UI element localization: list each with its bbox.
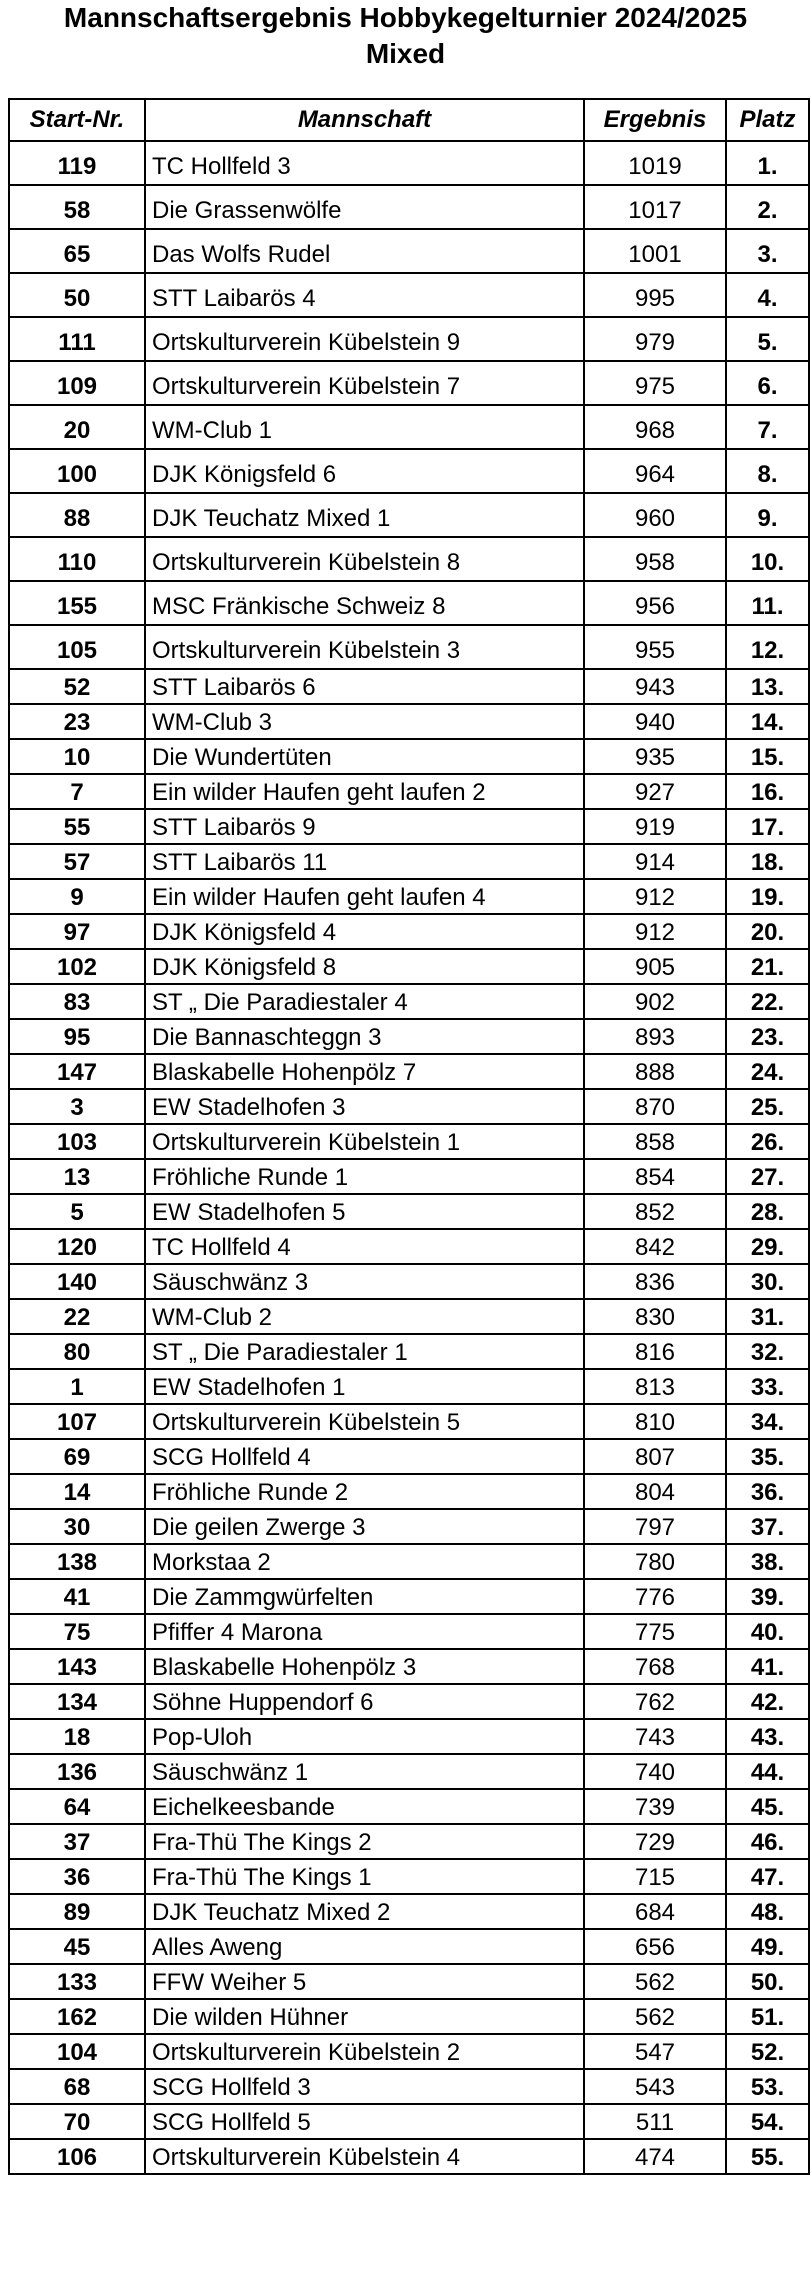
team-cell: Pop-Uloh	[145, 1719, 584, 1754]
team-cell: EW Stadelhofen 1	[145, 1369, 584, 1404]
table-row	[9, 669, 809, 704]
score-cell: 830	[584, 1299, 726, 1334]
start-cell: 5	[9, 1194, 145, 1229]
table-row	[9, 1369, 809, 1404]
start-cell: 7	[9, 774, 145, 809]
team-cell: STT Laibarös 4	[145, 273, 584, 317]
score-cell: 888	[584, 1054, 726, 1089]
table-row	[9, 1964, 809, 1999]
score-cell: 958	[584, 537, 726, 581]
table-row	[9, 774, 809, 809]
team-cell: ST „ Die Paradiestaler 1	[145, 1334, 584, 1369]
table-row	[9, 1684, 809, 1719]
table-row	[9, 1999, 809, 2034]
start-cell: 45	[9, 1929, 145, 1964]
table-row	[9, 1719, 809, 1754]
team-cell: TC Hollfeld 3	[145, 141, 584, 185]
start-cell: 3	[9, 1089, 145, 1124]
score-cell: 935	[584, 739, 726, 774]
start-cell: 55	[9, 809, 145, 844]
header-team: Mannschaft	[145, 99, 584, 141]
table-row	[9, 2034, 809, 2069]
score-cell: 684	[584, 1894, 726, 1929]
score-cell: 762	[584, 1684, 726, 1719]
table-row	[9, 1614, 809, 1649]
score-cell: 995	[584, 273, 726, 317]
score-cell: 919	[584, 809, 726, 844]
table-row	[9, 1194, 809, 1229]
start-cell: 143	[9, 1649, 145, 1684]
rank-cell: 9.	[726, 493, 809, 537]
rank-cell: 19.	[726, 879, 809, 914]
rank-cell: 40.	[726, 1614, 809, 1649]
score-cell: 743	[584, 1719, 726, 1754]
rank-cell: 33.	[726, 1369, 809, 1404]
start-cell: 111	[9, 317, 145, 361]
team-cell: DJK Teuchatz Mixed 1	[145, 493, 584, 537]
rank-cell: 12.	[726, 625, 809, 669]
start-cell: 162	[9, 1999, 145, 2034]
title-line-2: Mixed	[365, 38, 446, 69]
rank-cell: 16.	[726, 774, 809, 809]
rank-cell: 10.	[726, 537, 809, 581]
rank-cell: 41.	[726, 1649, 809, 1684]
team-cell: STT Laibarös 9	[145, 809, 584, 844]
start-cell: 14	[9, 1474, 145, 1509]
score-cell: 927	[584, 774, 726, 809]
team-cell: Ortskulturverein Kübelstein 2	[145, 2034, 584, 2069]
start-cell: 75	[9, 1614, 145, 1649]
start-cell: 65	[9, 229, 145, 273]
rank-cell: 44.	[726, 1754, 809, 1789]
rank-cell: 21.	[726, 949, 809, 984]
table-row	[9, 844, 809, 879]
start-cell: 13	[9, 1159, 145, 1194]
team-cell: Die Bannaschteggn 3	[145, 1019, 584, 1054]
team-cell: SCG Hollfeld 3	[145, 2069, 584, 2104]
team-cell: SCG Hollfeld 5	[145, 2104, 584, 2139]
score-cell: 740	[584, 1754, 726, 1789]
score-cell: 854	[584, 1159, 726, 1194]
score-cell: 852	[584, 1194, 726, 1229]
header-rank: Platz	[726, 99, 809, 141]
start-cell: 36	[9, 1859, 145, 1894]
start-cell: 120	[9, 1229, 145, 1264]
start-cell: 155	[9, 581, 145, 625]
score-cell: 912	[584, 879, 726, 914]
rank-cell: 29.	[726, 1229, 809, 1264]
table-row	[9, 1439, 809, 1474]
table-row	[9, 185, 809, 229]
team-cell: SCG Hollfeld 4	[145, 1439, 584, 1474]
start-cell: 58	[9, 185, 145, 229]
score-cell: 842	[584, 1229, 726, 1264]
team-cell: Ortskulturverein Kübelstein 9	[145, 317, 584, 361]
start-cell: 52	[9, 669, 145, 704]
rank-cell: 35.	[726, 1439, 809, 1474]
rank-cell: 36.	[726, 1474, 809, 1509]
score-cell: 562	[584, 1999, 726, 2034]
table-row	[9, 949, 809, 984]
table-row	[9, 493, 809, 537]
team-cell: Die Grassenwölfe	[145, 185, 584, 229]
score-cell: 776	[584, 1579, 726, 1614]
rank-cell: 22.	[726, 984, 809, 1019]
table-row	[9, 739, 809, 774]
table-row	[9, 537, 809, 581]
start-cell: 133	[9, 1964, 145, 1999]
table-row	[9, 984, 809, 1019]
score-cell: 775	[584, 1614, 726, 1649]
team-cell: Ortskulturverein Kübelstein 1	[145, 1124, 584, 1159]
start-cell: 57	[9, 844, 145, 879]
rank-cell: 15.	[726, 739, 809, 774]
table-row	[9, 1824, 809, 1859]
start-cell: 88	[9, 493, 145, 537]
team-cell: Die wilden Hühner	[145, 1999, 584, 2034]
team-cell: Ortskulturverein Kübelstein 8	[145, 537, 584, 581]
start-cell: 100	[9, 449, 145, 493]
table-row	[9, 1929, 809, 1964]
rank-cell: 4.	[726, 273, 809, 317]
table-row	[9, 405, 809, 449]
team-cell: Blaskabelle Hohenpölz 3	[145, 1649, 584, 1684]
start-cell: 23	[9, 704, 145, 739]
rank-cell: 27.	[726, 1159, 809, 1194]
rank-cell: 51.	[726, 1999, 809, 2034]
table-row	[9, 914, 809, 949]
team-cell: Ortskulturverein Kübelstein 3	[145, 625, 584, 669]
table-row	[9, 1509, 809, 1544]
start-cell: 37	[9, 1824, 145, 1859]
table-row	[9, 1404, 809, 1439]
score-cell: 964	[584, 449, 726, 493]
start-cell: 95	[9, 1019, 145, 1054]
table-row	[9, 317, 809, 361]
score-cell: 739	[584, 1789, 726, 1824]
table-row	[9, 1649, 809, 1684]
start-cell: 104	[9, 2034, 145, 2069]
start-cell: 105	[9, 625, 145, 669]
table-row	[9, 1229, 809, 1264]
score-cell: 804	[584, 1474, 726, 1509]
team-cell: Ein wilder Haufen geht laufen 2	[145, 774, 584, 809]
score-cell: 960	[584, 493, 726, 537]
team-cell: EW Stadelhofen 5	[145, 1194, 584, 1229]
rank-cell: 30.	[726, 1264, 809, 1299]
score-cell: 1019	[584, 141, 726, 185]
rank-cell: 43.	[726, 1719, 809, 1754]
rank-cell: 18.	[726, 844, 809, 879]
team-cell: DJK Teuchatz Mixed 2	[145, 1894, 584, 1929]
rank-cell: 7.	[726, 405, 809, 449]
rank-cell: 31.	[726, 1299, 809, 1334]
start-cell: 20	[9, 405, 145, 449]
score-cell: 979	[584, 317, 726, 361]
rank-cell: 20.	[726, 914, 809, 949]
table-row	[9, 1474, 809, 1509]
table-row	[9, 1579, 809, 1614]
team-cell: FFW Weiher 5	[145, 1964, 584, 1999]
start-cell: 30	[9, 1509, 145, 1544]
table-row	[9, 2104, 809, 2139]
rank-cell: 34.	[726, 1404, 809, 1439]
start-cell: 138	[9, 1544, 145, 1579]
table-row	[9, 1334, 809, 1369]
start-cell: 70	[9, 2104, 145, 2139]
start-cell: 107	[9, 1404, 145, 1439]
rank-cell: 25.	[726, 1089, 809, 1124]
start-cell: 134	[9, 1684, 145, 1719]
team-cell: Alles Aweng	[145, 1929, 584, 1964]
rank-cell: 47.	[726, 1859, 809, 1894]
table-row	[9, 449, 809, 493]
table-row	[9, 581, 809, 625]
score-cell: 1001	[584, 229, 726, 273]
table-row	[9, 273, 809, 317]
rank-cell: 50.	[726, 1964, 809, 1999]
start-cell: 80	[9, 1334, 145, 1369]
score-cell: 511	[584, 2104, 726, 2139]
start-cell: 140	[9, 1264, 145, 1299]
start-cell: 1	[9, 1369, 145, 1404]
rank-cell: 1.	[726, 141, 809, 185]
start-cell: 136	[9, 1754, 145, 1789]
score-cell: 870	[584, 1089, 726, 1124]
score-cell: 902	[584, 984, 726, 1019]
rank-cell: 23.	[726, 1019, 809, 1054]
rank-cell: 3.	[726, 229, 809, 273]
team-cell: Die geilen Zwerge 3	[145, 1509, 584, 1544]
rank-cell: 45.	[726, 1789, 809, 1824]
score-cell: 780	[584, 1544, 726, 1579]
team-cell: Fröhliche Runde 2	[145, 1474, 584, 1509]
table-row	[9, 879, 809, 914]
team-cell: WM-Club 1	[145, 405, 584, 449]
team-cell: Ein wilder Haufen geht laufen 4	[145, 879, 584, 914]
score-cell: 893	[584, 1019, 726, 1054]
table-row	[9, 1054, 809, 1089]
team-cell: Säuschwänz 1	[145, 1754, 584, 1789]
start-cell: 97	[9, 914, 145, 949]
score-cell: 715	[584, 1859, 726, 1894]
title-line-1: Mannschaftsergebnis Hobbykegelturnier 2024/2025	[63, 2, 748, 33]
table-row	[9, 1299, 809, 1334]
score-cell: 975	[584, 361, 726, 405]
start-cell: 147	[9, 1054, 145, 1089]
team-cell: ST „ Die Paradiestaler 4	[145, 984, 584, 1019]
score-cell: 905	[584, 949, 726, 984]
table-row	[9, 1789, 809, 1824]
rank-cell: 11.	[726, 581, 809, 625]
team-cell: Ortskulturverein Kübelstein 4	[145, 2139, 584, 2174]
table-row	[9, 1019, 809, 1054]
score-cell: 1017	[584, 185, 726, 229]
score-cell: 956	[584, 581, 726, 625]
team-cell: Söhne Huppendorf 6	[145, 1684, 584, 1719]
start-cell: 102	[9, 949, 145, 984]
start-cell: 89	[9, 1894, 145, 1929]
score-cell: 729	[584, 1824, 726, 1859]
start-cell: 110	[9, 537, 145, 581]
start-cell: 9	[9, 879, 145, 914]
score-cell: 836	[584, 1264, 726, 1299]
score-cell: 912	[584, 914, 726, 949]
rank-cell: 55.	[726, 2139, 809, 2174]
table-row	[9, 1859, 809, 1894]
team-cell: Pfiffer 4 Marona	[145, 1614, 584, 1649]
table-row	[9, 1124, 809, 1159]
team-cell: EW Stadelhofen 3	[145, 1089, 584, 1124]
score-cell: 656	[584, 1929, 726, 1964]
start-cell: 41	[9, 1579, 145, 1614]
rank-cell: 5.	[726, 317, 809, 361]
score-cell: 968	[584, 405, 726, 449]
header-score: Ergebnis	[584, 99, 726, 141]
score-cell: 816	[584, 1334, 726, 1369]
rank-cell: 8.	[726, 449, 809, 493]
rank-cell: 53.	[726, 2069, 809, 2104]
start-cell: 18	[9, 1719, 145, 1754]
team-cell: WM-Club 3	[145, 704, 584, 739]
team-cell: Fra-Thü The Kings 1	[145, 1859, 584, 1894]
team-cell: Morkstaa 2	[145, 1544, 584, 1579]
start-cell: 109	[9, 361, 145, 405]
table-row	[9, 1894, 809, 1929]
score-cell: 543	[584, 2069, 726, 2104]
table-row	[9, 2139, 809, 2174]
start-cell: 10	[9, 739, 145, 774]
start-cell: 106	[9, 2139, 145, 2174]
score-cell: 858	[584, 1124, 726, 1159]
team-cell: STT Laibarös 6	[145, 669, 584, 704]
table-row	[9, 141, 809, 185]
results-table	[8, 98, 810, 2175]
rank-cell: 37.	[726, 1509, 809, 1544]
rank-cell: 32.	[726, 1334, 809, 1369]
rank-cell: 42.	[726, 1684, 809, 1719]
rank-cell: 14.	[726, 704, 809, 739]
team-cell: MSC Fränkische Schweiz 8	[145, 581, 584, 625]
table-row	[9, 1754, 809, 1789]
start-cell: 83	[9, 984, 145, 1019]
team-cell: Säuschwänz 3	[145, 1264, 584, 1299]
rank-cell: 46.	[726, 1824, 809, 1859]
table-row	[9, 229, 809, 273]
score-cell: 797	[584, 1509, 726, 1544]
table-row	[9, 1264, 809, 1299]
start-cell: 22	[9, 1299, 145, 1334]
team-cell: DJK Königsfeld 6	[145, 449, 584, 493]
page-title	[0, 0, 811, 72]
score-cell: 940	[584, 704, 726, 739]
start-cell: 68	[9, 2069, 145, 2104]
table-row	[9, 625, 809, 669]
results-body	[9, 141, 809, 2174]
table-row	[9, 1089, 809, 1124]
score-cell: 768	[584, 1649, 726, 1684]
score-cell: 810	[584, 1404, 726, 1439]
team-cell: Das Wolfs Rudel	[145, 229, 584, 273]
table-row	[9, 1544, 809, 1579]
team-cell: WM-Club 2	[145, 1299, 584, 1334]
rank-cell: 24.	[726, 1054, 809, 1089]
team-cell: Ortskulturverein Kübelstein 5	[145, 1404, 584, 1439]
table-row	[9, 704, 809, 739]
rank-cell: 49.	[726, 1929, 809, 1964]
rank-cell: 54.	[726, 2104, 809, 2139]
rank-cell: 39.	[726, 1579, 809, 1614]
table-row	[9, 809, 809, 844]
score-cell: 474	[584, 2139, 726, 2174]
start-cell: 119	[9, 141, 145, 185]
team-cell: DJK Königsfeld 8	[145, 949, 584, 984]
rank-cell: 48.	[726, 1894, 809, 1929]
team-cell: Fröhliche Runde 1	[145, 1159, 584, 1194]
team-cell: Die Zammgwürfelten	[145, 1579, 584, 1614]
header-start: Start-Nr.	[9, 99, 145, 141]
team-cell: STT Laibarös 11	[145, 844, 584, 879]
table-row	[9, 361, 809, 405]
score-cell: 807	[584, 1439, 726, 1474]
table-row	[9, 2069, 809, 2104]
team-cell: DJK Königsfeld 4	[145, 914, 584, 949]
team-cell: TC Hollfeld 4	[145, 1229, 584, 1264]
rank-cell: 2.	[726, 185, 809, 229]
start-cell: 69	[9, 1439, 145, 1474]
rank-cell: 52.	[726, 2034, 809, 2069]
team-cell: Fra-Thü The Kings 2	[145, 1824, 584, 1859]
team-cell: Eichelkeesbande	[145, 1789, 584, 1824]
rank-cell: 28.	[726, 1194, 809, 1229]
header-row	[9, 99, 809, 141]
score-cell: 562	[584, 1964, 726, 1999]
score-cell: 914	[584, 844, 726, 879]
score-cell: 955	[584, 625, 726, 669]
score-cell: 943	[584, 669, 726, 704]
score-cell: 813	[584, 1369, 726, 1404]
team-cell: Blaskabelle Hohenpölz 7	[145, 1054, 584, 1089]
rank-cell: 17.	[726, 809, 809, 844]
score-cell: 547	[584, 2034, 726, 2069]
rank-cell: 13.	[726, 669, 809, 704]
team-cell: Die Wundertüten	[145, 739, 584, 774]
rank-cell: 6.	[726, 361, 809, 405]
table-row	[9, 1159, 809, 1194]
rank-cell: 26.	[726, 1124, 809, 1159]
start-cell: 50	[9, 273, 145, 317]
start-cell: 103	[9, 1124, 145, 1159]
start-cell: 64	[9, 1789, 145, 1824]
rank-cell: 38.	[726, 1544, 809, 1579]
team-cell: Ortskulturverein Kübelstein 7	[145, 361, 584, 405]
